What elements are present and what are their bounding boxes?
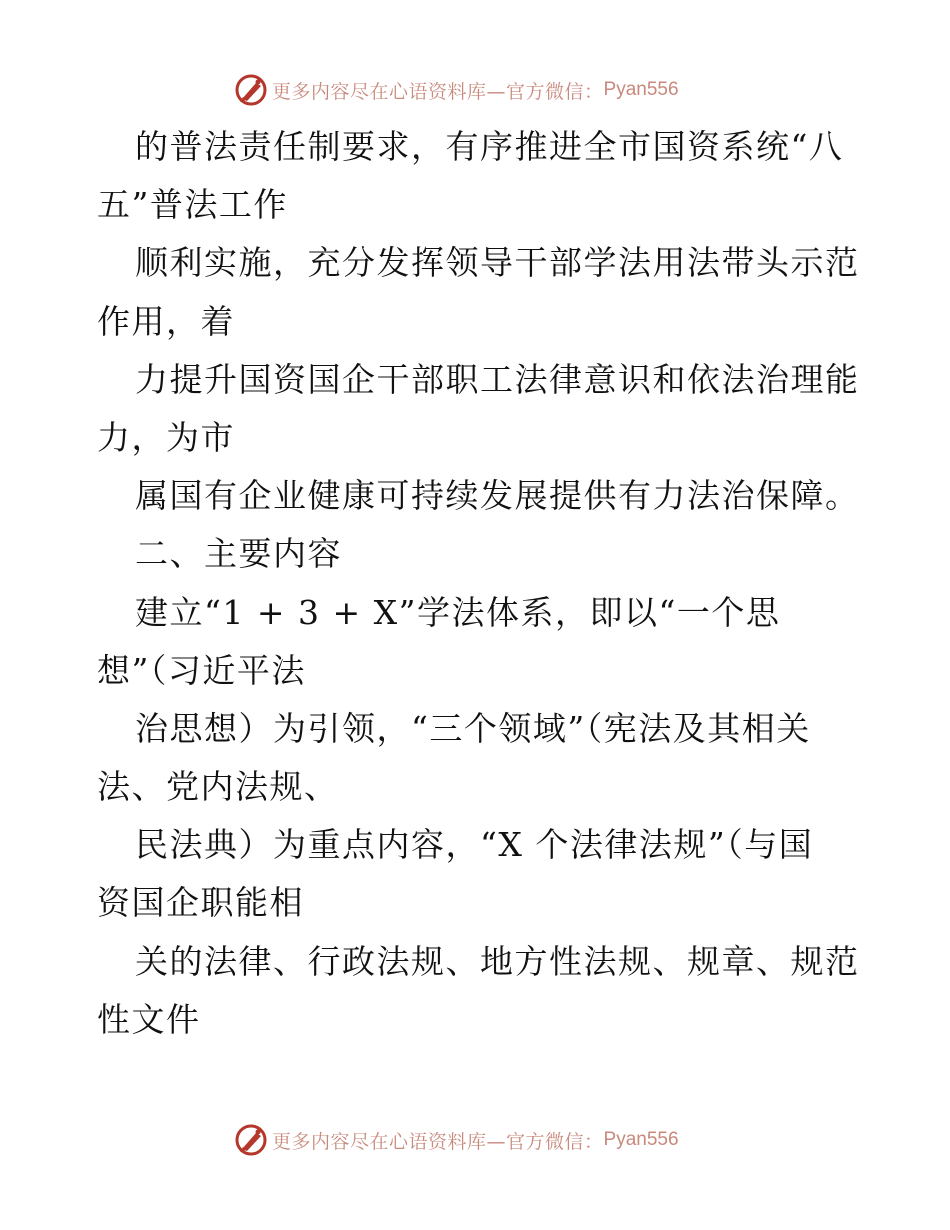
banner-text: 更多内容尽在心语资料库—官方微信：: [272, 80, 604, 103]
banner-contact: Pyan556: [603, 1129, 679, 1150]
text-line: 关的法律、行政法规、地方性法规、规章、规范: [135, 941, 860, 981]
text-line: 作用，着: [97, 301, 235, 341]
text-line: 力提升国资国企干部职工法律意识和依法治理能: [135, 359, 860, 399]
document-body: [97, 118, 860, 1049]
banner-text: 更多内容尽在心语资料库—官方微信：: [272, 1130, 604, 1153]
pen-nib-logo-icon: [234, 1123, 268, 1157]
text-line: 五”普法工作: [97, 185, 288, 225]
text-line: 法、党内法规、: [97, 767, 339, 807]
text-line: 资国企职能相: [97, 883, 304, 923]
footer-banner: [234, 1122, 679, 1158]
text-line: 的普法责任制要求，有序推进全市国资系统“八: [135, 127, 844, 166]
text-line: 建立“1 + 3 + X”学法体系，即以“一个思: [135, 592, 781, 632]
text-line: 治思想）为引领，“三个领域”（宪法及其相关: [135, 708, 811, 748]
banner-contact: Pyan556: [603, 79, 679, 100]
text-line: 民法典）为重点内容，“X 个法律法规”（与国: [135, 825, 814, 865]
text-line: 性文件: [97, 999, 201, 1039]
section-heading: 二、主要内容: [135, 534, 342, 574]
header-banner: [234, 72, 679, 108]
text-line: 力，为市: [97, 417, 235, 457]
text-line: 属国有企业健康可持续发展提供有力法治保障。: [135, 476, 860, 516]
text-line: 顺利实施，充分发挥领导干部学法用法带头示范: [135, 243, 860, 283]
pen-nib-logo-icon: [234, 73, 268, 107]
text-line: 想”（习近平法: [97, 650, 306, 690]
